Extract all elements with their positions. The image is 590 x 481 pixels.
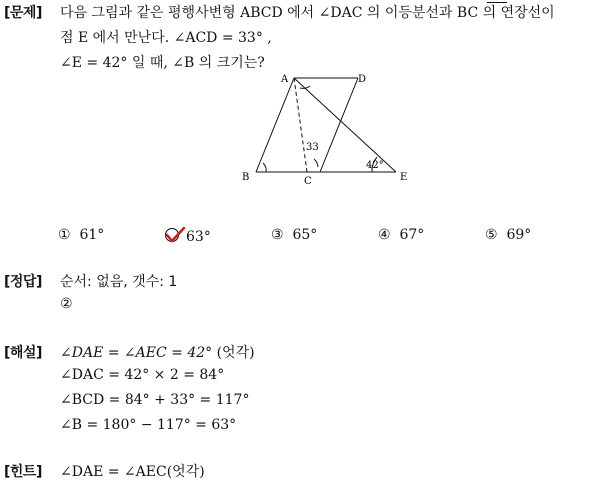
option-5[interactable] — [485, 227, 531, 243]
option-1-value: 61° — [79, 227, 105, 243]
option-3[interactable] — [271, 227, 317, 243]
solution-line-3: ∠BCD = 84° + 33° = 117° — [60, 392, 250, 408]
option-4-number: ④ — [378, 227, 391, 243]
option-5-number: ⑤ — [485, 227, 498, 243]
option-3-value: 65° — [292, 227, 318, 243]
option-4-value: 67° — [399, 227, 425, 243]
problem-line-2: 점 E 에서 만난다. ∠ACD = 33° , — [60, 30, 272, 46]
angle-e-label: 42° — [366, 160, 384, 171]
option-1-number: ① — [58, 227, 71, 243]
option-4[interactable] — [378, 227, 424, 243]
hint-tag: [힌트] — [4, 464, 42, 480]
solution-line-1-suffix: (엇각) — [212, 345, 255, 361]
solution-line-1 — [60, 342, 255, 362]
option-3-number: ③ — [271, 227, 284, 243]
hint-line-1: ∠DAE = ∠AEC(엇각) — [60, 464, 205, 480]
angle-acd-label: 33 — [306, 142, 319, 153]
solution-line-1-math: ∠DAE = ∠AEC = 42° — [60, 345, 213, 361]
answer-line-2: ② — [60, 296, 73, 312]
point-a-label: A — [281, 74, 289, 85]
solution-line-4: ∠B = 180° − 117° = 63° — [60, 417, 237, 433]
problem-tag: [문제] — [4, 5, 42, 21]
option-1[interactable] — [58, 227, 104, 243]
option-5-value: 69° — [506, 227, 532, 243]
bc-overline — [487, 2, 507, 3]
option-2[interactable] — [164, 227, 211, 245]
point-b-label: B — [242, 172, 250, 183]
point-e-label: E — [400, 172, 408, 183]
solution-line-2: ∠DAC = 42° × 2 = 84° — [60, 367, 225, 383]
parallelogram-figure — [230, 66, 430, 186]
point-c-label: C — [304, 176, 312, 186]
option-2-value: 63° — [186, 229, 211, 245]
answer-tag: [정답] — [4, 274, 42, 290]
point-d-label: D — [358, 74, 367, 85]
problem-line-1: 다음 그림과 같은 평행사변형 ABCD 에서 ∠DAC 의 이등분선과 BC 의 연장선이 — [60, 5, 555, 21]
checkmark-icon — [164, 227, 186, 243]
problem-line-3: ∠E = 42° 일 때, ∠B 의 크기는? — [60, 55, 265, 71]
solution-tag: [해설] — [4, 345, 42, 361]
answer-line-1: 순서: 없음, 갯수: 1 — [60, 274, 178, 290]
